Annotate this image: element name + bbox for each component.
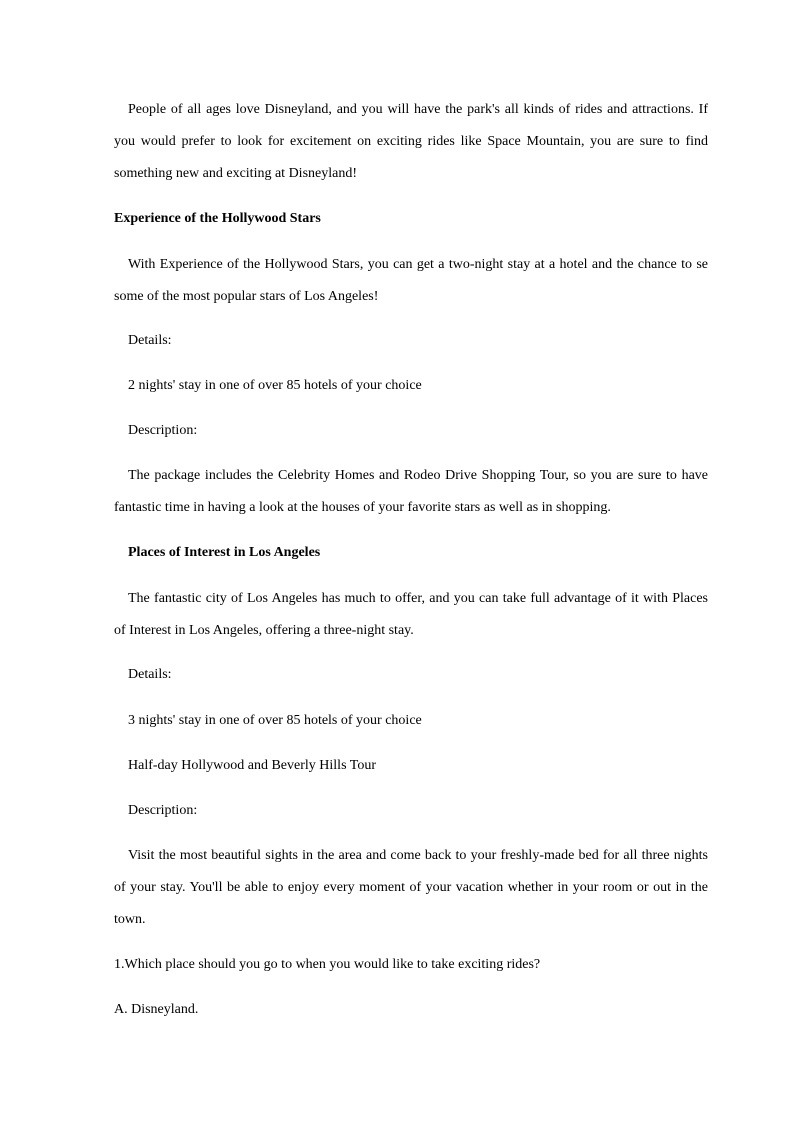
hollywood-stars-description: The package includes the Celebrity Homes and Rodeo Drive Shopping Tour, so you are sure to have fantastic time in having a look at the houses of your favorite stars as well as in shopping. [114, 468, 708, 515]
description-label-2: Description: [128, 803, 198, 818]
question-text: 1.Which place should you go to when you would like to take exciting rides? [114, 957, 541, 972]
section-heading-hollywood-stars: Experience of the Hollywood Stars [114, 211, 321, 226]
places-of-interest-paragraph: The fantastic city of Los Angeles has much to offer, and you can take full advantage of it with Places of Interest in Los Angeles, offering a three-night stay. [114, 591, 708, 638]
details-item-2-1: 3 nights' stay in one of over 85 hotels of your choice [128, 713, 422, 728]
details-label-1: Details: [128, 333, 172, 348]
details-label-2: Details: [128, 667, 172, 682]
section-heading-places-of-interest: Places of Interest in Los Angeles [128, 545, 321, 560]
intro-paragraph: People of all ages love Disneyland, and you will have the park's all kinds of rides and attractions. If you would prefer to look for excitement on exciting rides like Space Mountain, you are sure to find something new and exciting at Disneyland! [114, 102, 708, 181]
description-label-1: Description: [128, 423, 198, 438]
details-item-1-1: 2 nights' stay in one of over 85 hotels of your choice [128, 378, 422, 393]
details-item-2-2: Half-day Hollywood and Beverly Hills Tour [128, 758, 376, 773]
places-of-interest-description: Visit the most beautiful sights in the area and come back to your freshly-made bed for all three nights of your stay. You'll be able to enjoy every moment of your vacation whether in your room or out in the town. [114, 848, 708, 927]
hollywood-stars-paragraph: With Experience of the Hollywood Stars, you can get a two-night stay at a hotel and the chance to se some of the most popular stars of Los Angeles! [114, 257, 708, 304]
answer-option-a: A. Disneyland. [114, 1002, 199, 1017]
